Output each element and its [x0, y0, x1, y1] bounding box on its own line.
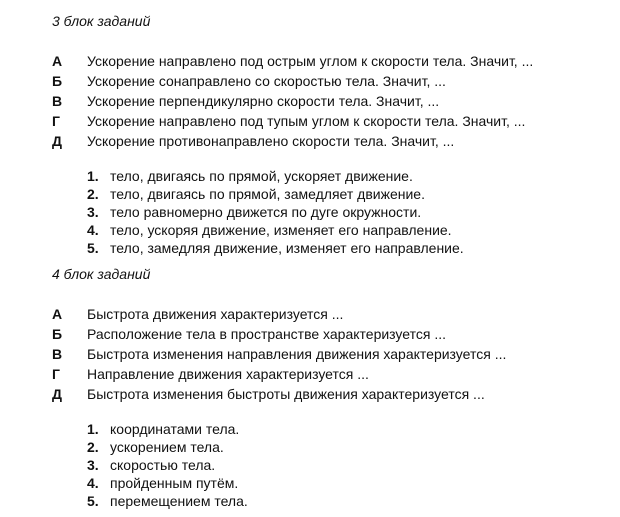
statement-text: Быстрота движения характеризуется ... [87, 306, 344, 322]
statement-text: Быстрота изменения быстроты движения характеризуется ... [87, 386, 485, 402]
answer-item [87, 167, 612, 185]
statement-item [52, 344, 612, 364]
answer-item [87, 203, 612, 221]
answer-item [87, 438, 612, 456]
answer-number: 2. [87, 439, 99, 455]
statement-item [52, 364, 612, 384]
answer-number: 5. [87, 493, 99, 509]
answer-text: тело, двигаясь по прямой, ускоряет движение. [110, 168, 413, 184]
answer-number: 3. [87, 457, 99, 473]
statement-text: Быстрота изменения направления движения характеризуется ... [87, 346, 507, 362]
answer-item [87, 492, 612, 510]
answer-text: скоростью тела. [110, 457, 216, 473]
statement-letter: Б [52, 326, 63, 342]
answer-number: 1. [87, 168, 99, 184]
statement-text: Ускорение направлено под тупым углом к скорости тела. Значит, ... [87, 113, 526, 129]
answer-item [87, 456, 612, 474]
statement-item [52, 384, 612, 404]
statement-text: Ускорение противонаправлено скорости тела. Значит, ... [87, 133, 455, 149]
statement-list [52, 51, 612, 151]
statement-letter: А [52, 306, 63, 322]
statement-item [52, 111, 612, 131]
statement-letter: В [52, 346, 63, 362]
answer-item [87, 474, 612, 492]
answer-number: 5. [87, 240, 99, 256]
statement-item [52, 131, 612, 151]
answer-number: 1. [87, 421, 99, 437]
answer-item [87, 185, 612, 203]
statement-text: Ускорение сонаправлено со скоростью тела. Значит, ... [87, 73, 446, 89]
task-block-4 [52, 264, 612, 510]
answer-text: пройденным путём. [110, 475, 239, 491]
answer-text: ускорением тела. [110, 439, 224, 455]
statement-text: Ускорение направлено под острым углом к скорости тела. Значит, ... [87, 53, 534, 69]
answer-list [52, 167, 612, 257]
statement-letter: Д [52, 133, 62, 149]
statement-item [52, 51, 612, 71]
statement-item [52, 71, 612, 91]
answer-text: координатами тела. [110, 421, 240, 437]
statement-letter: Г [52, 113, 60, 129]
answer-text: тело равномерно движется по дуге окружности. [110, 204, 422, 220]
statement-text: Расположение тела в пространстве характеризуется ... [87, 326, 446, 342]
answer-number: 4. [87, 475, 99, 491]
answer-number: 3. [87, 204, 99, 220]
answer-text: тело, замедляя движение, изменяет его направление. [110, 240, 464, 256]
answer-text: перемещением тела. [110, 493, 248, 509]
statement-letter: Г [52, 366, 60, 382]
statement-item [52, 324, 612, 344]
statement-letter: В [52, 93, 63, 109]
statement-item [52, 304, 612, 324]
statement-letter: Б [52, 73, 63, 89]
answer-item [87, 420, 612, 438]
statement-text: Ускорение перпендикулярно скорости тела. Значит, ... [87, 93, 440, 109]
task-block-3 [52, 11, 612, 257]
block-heading: 4 блок заданий [52, 266, 151, 282]
answer-text: тело, двигаясь по прямой, замедляет движение. [110, 186, 425, 202]
answer-number: 4. [87, 222, 99, 238]
answer-number: 2. [87, 186, 99, 202]
statement-text: Направление движения характеризуется ... [87, 366, 369, 382]
statement-letter: Д [52, 386, 62, 402]
answer-list [52, 420, 612, 510]
statement-letter: А [52, 53, 63, 69]
answer-item [87, 239, 612, 257]
statement-list [52, 304, 612, 404]
block-heading: 3 блок заданий [52, 13, 151, 29]
statement-item [52, 91, 612, 111]
answer-item [87, 221, 612, 239]
answer-text: тело, ускоряя движение, изменяет его направление. [110, 222, 452, 238]
